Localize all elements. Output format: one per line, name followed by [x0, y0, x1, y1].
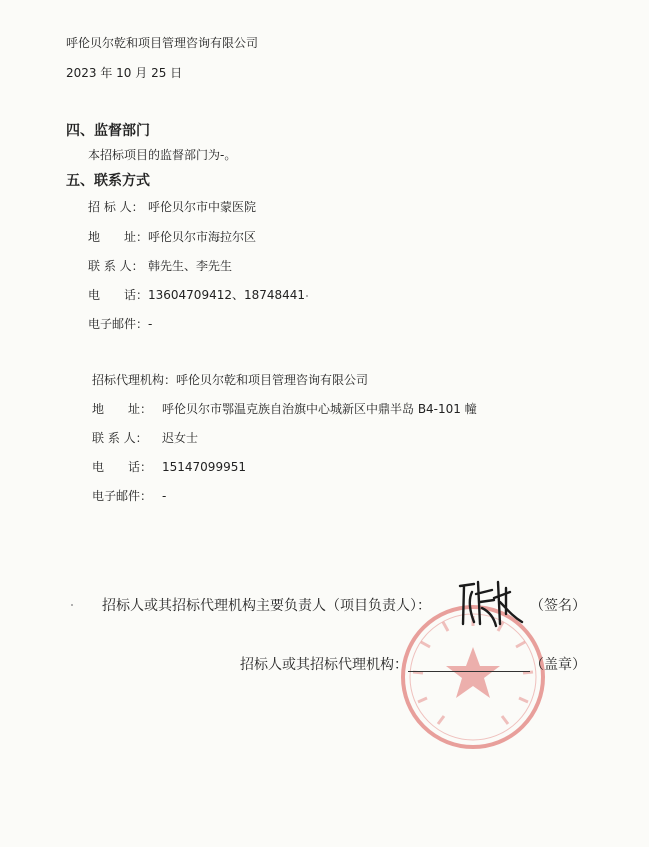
stamp-line	[240, 657, 586, 672]
stamp-label: 招标人或其招标代理机构：	[240, 657, 408, 673]
signature-line	[102, 599, 431, 613]
agency-label: 招标代理机构：	[92, 373, 177, 387]
scan-speck	[306, 295, 308, 297]
section4-title: 四、监督部门	[66, 123, 150, 139]
agency-row	[92, 374, 368, 386]
tenderer-row	[88, 260, 232, 272]
row-label: 联 系 人：	[92, 431, 148, 445]
row-label: 地 址：	[88, 230, 149, 244]
agency-contact-row	[92, 403, 477, 415]
agency-contact-row	[92, 490, 166, 502]
row-label: 招 标 人：	[88, 200, 144, 214]
scan-speck	[71, 604, 73, 606]
section5-title: 五、联系方式	[66, 173, 150, 189]
tenderer-row	[88, 231, 256, 243]
header-company: 呼伦贝尔乾和项目管理咨询有限公司	[66, 36, 259, 50]
row-label: 联 系 人：	[88, 259, 144, 273]
section4-text: 本招标项目的监督部门为-。	[88, 148, 237, 162]
stamp-suffix: （盖章）	[530, 657, 586, 673]
stamp-field	[408, 657, 530, 672]
row-value: 韩先生、李先生	[148, 259, 233, 273]
row-value: 迟女士	[162, 431, 199, 445]
agency-value: 呼伦贝尔乾和项目管理咨询有限公司	[176, 373, 369, 387]
row-value: -	[148, 317, 153, 331]
row-label: 电 话：	[92, 460, 153, 474]
row-value: -	[162, 489, 167, 503]
row-value: 15147099951	[162, 460, 246, 474]
row-value: 13604709412、18748441	[148, 288, 306, 302]
row-label: 电子邮件：	[88, 317, 149, 331]
row-label: 地 址：	[92, 402, 153, 416]
agency-contact-row	[92, 432, 198, 444]
row-value: 呼伦贝尔市鄂温克族自治旗中心城新区中鼎半岛 B4-101 幢	[162, 402, 477, 416]
tenderer-row	[88, 201, 256, 213]
tenderer-row	[88, 318, 152, 330]
row-value: 呼伦贝尔市海拉尔区	[148, 230, 257, 244]
signature-suffix: （签名）	[530, 598, 586, 614]
row-label: 电 话：	[88, 288, 149, 302]
agency-contact-row	[92, 461, 246, 473]
signatory-label: 招标人或其招标代理机构主要负责人（项目负责人）：	[102, 598, 431, 614]
row-value: 呼伦贝尔市中蒙医院	[148, 200, 257, 214]
handwritten-signature-icon	[450, 578, 530, 630]
tenderer-row	[88, 289, 305, 301]
row-label: 电子邮件：	[92, 489, 153, 503]
header-date: 2023 年 10 月 25 日	[66, 66, 183, 80]
